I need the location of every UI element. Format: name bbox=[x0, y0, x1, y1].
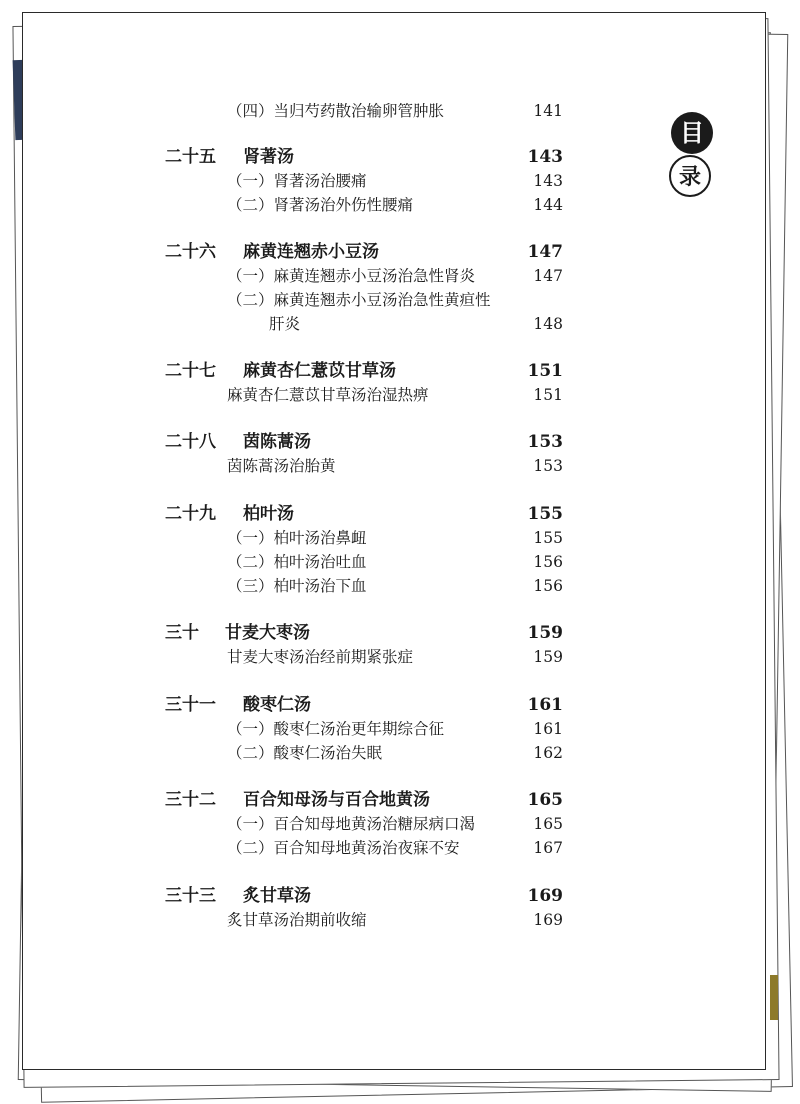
toc-chapter-number: 二十七 bbox=[165, 361, 216, 381]
toc-entry-row[interactable] bbox=[165, 574, 563, 598]
toc-entry-row[interactable] bbox=[165, 193, 563, 217]
toc-chapter-title bbox=[165, 240, 379, 264]
toc-page-number: 151 bbox=[533, 386, 563, 404]
toc-page-number: 159 bbox=[533, 648, 563, 666]
toc-chapter-row[interactable] bbox=[165, 240, 563, 264]
toc-chapter-label: 肾著汤 bbox=[243, 147, 294, 167]
toc-chapter-title bbox=[165, 359, 396, 383]
toc-page-number: 153 bbox=[527, 432, 563, 452]
toc-chapter-number: 二十八 bbox=[165, 432, 216, 452]
toc-entry-title: 麻黄杏仁薏苡甘草汤治湿热痹 bbox=[227, 386, 429, 404]
toc-page-number: 151 bbox=[527, 361, 563, 381]
toc-badge-mu: 目 bbox=[671, 112, 713, 154]
toc-chapter-title bbox=[165, 788, 430, 812]
toc-chapter-label: 酸枣仁汤 bbox=[243, 695, 311, 715]
toc-badge-lu: 录 bbox=[669, 155, 711, 197]
toc-entry-row[interactable] bbox=[165, 741, 563, 765]
toc-entry-title: （四）当归芍药散治输卵管肿胀 bbox=[227, 102, 445, 120]
toc-page-number: 156 bbox=[533, 553, 563, 571]
toc-entry-row[interactable] bbox=[165, 550, 563, 574]
toc-entry-row[interactable] bbox=[165, 264, 563, 288]
toc-chapter-row[interactable] bbox=[165, 430, 563, 454]
toc-entry-row[interactable] bbox=[165, 836, 563, 860]
toc-chapter-row[interactable] bbox=[165, 502, 563, 526]
toc-chapter-title bbox=[165, 430, 311, 454]
toc-entry-title: （一）麻黄连翘赤小豆汤治急性肾炎 bbox=[227, 267, 476, 285]
toc-entry-row[interactable] bbox=[165, 383, 563, 407]
toc-chapter-row[interactable] bbox=[165, 884, 563, 908]
toc-page-number: 143 bbox=[527, 147, 563, 167]
toc-chapter-number: 三十二 bbox=[165, 790, 216, 810]
toc-page-number: 155 bbox=[533, 529, 563, 547]
toc-entry-title: （一）肾著汤治腰痛 bbox=[227, 172, 367, 190]
toc-entry-row[interactable] bbox=[165, 169, 563, 193]
cover-edge-olive bbox=[770, 975, 778, 1020]
toc-entry-title: （二）麻黄连翘赤小豆汤治急性黄疸性 bbox=[227, 291, 491, 309]
toc-chapter-number: 三十三 bbox=[165, 886, 216, 906]
toc-entry-title: 肝炎 bbox=[269, 315, 301, 333]
toc-entry-title: （二）肾著汤治外伤性腰痛 bbox=[227, 196, 414, 214]
toc-entry-row[interactable] bbox=[165, 717, 563, 741]
toc-chapter-label: 百合知母汤与百合地黄汤 bbox=[243, 790, 430, 810]
toc-page-number: 147 bbox=[527, 242, 563, 262]
toc-page bbox=[22, 12, 766, 1070]
toc-chapter-title bbox=[165, 884, 311, 908]
toc-entry-row[interactable] bbox=[165, 99, 563, 123]
toc-entry-row[interactable] bbox=[165, 526, 563, 550]
toc-chapter-title bbox=[165, 693, 311, 717]
toc-entry-title: 炙甘草汤治期前收缩 bbox=[227, 911, 367, 929]
table-of-contents bbox=[23, 13, 765, 1069]
toc-page-number: 153 bbox=[533, 457, 563, 475]
toc-chapter-number: 三十 bbox=[165, 623, 199, 643]
toc-chapter-label: 麻黄杏仁薏苡甘草汤 bbox=[243, 361, 396, 381]
toc-entry-title: （一）柏叶汤治鼻衄 bbox=[227, 529, 367, 547]
toc-page-number: 169 bbox=[533, 911, 563, 929]
toc-page-number: 161 bbox=[533, 720, 563, 738]
toc-chapter-label: 茵陈蒿汤 bbox=[243, 432, 311, 452]
toc-chapter-title bbox=[165, 145, 294, 169]
toc-page-number: 141 bbox=[533, 102, 563, 120]
toc-chapter-number: 二十九 bbox=[165, 504, 216, 524]
toc-chapter-label: 甘麦大枣汤 bbox=[225, 623, 310, 643]
toc-entry-row[interactable] bbox=[165, 812, 563, 836]
toc-entry-title: （二）柏叶汤治吐血 bbox=[227, 553, 367, 571]
toc-chapter-number: 二十六 bbox=[165, 242, 216, 262]
toc-page-number: 159 bbox=[527, 623, 563, 643]
toc-page-number: 148 bbox=[533, 315, 563, 333]
toc-page-number: 144 bbox=[533, 196, 563, 214]
toc-page-number: 161 bbox=[527, 695, 563, 715]
toc-chapter-label: 炙甘草汤 bbox=[243, 886, 311, 906]
toc-page-number: 147 bbox=[533, 267, 563, 285]
toc-chapter-number: 三十一 bbox=[165, 695, 216, 715]
toc-page-number: 143 bbox=[533, 172, 563, 190]
toc-page-number: 165 bbox=[527, 790, 563, 810]
toc-page-number: 167 bbox=[533, 839, 563, 857]
toc-entry-row[interactable] bbox=[165, 454, 563, 478]
toc-entry-title: （一）酸枣仁汤治更年期综合征 bbox=[227, 720, 445, 738]
toc-chapter-label: 麻黄连翘赤小豆汤 bbox=[243, 242, 379, 262]
toc-entry-row[interactable] bbox=[165, 645, 563, 669]
toc-chapter-row[interactable] bbox=[165, 788, 563, 812]
toc-chapter-row[interactable] bbox=[165, 145, 563, 169]
toc-entry-row[interactable] bbox=[165, 908, 563, 932]
toc-chapter-number: 二十五 bbox=[165, 147, 216, 167]
toc-entry-title: （三）柏叶汤治下血 bbox=[227, 577, 367, 595]
toc-entry-title: （二）酸枣仁汤治失眠 bbox=[227, 744, 383, 762]
toc-entry-title: 甘麦大枣汤治经前期紧张症 bbox=[227, 648, 414, 666]
toc-entry-title: 茵陈蒿汤治胎黄 bbox=[227, 457, 336, 475]
toc-chapter-label: 柏叶汤 bbox=[243, 504, 294, 524]
toc-entry-row[interactable] bbox=[165, 288, 563, 312]
toc-page-number: 165 bbox=[533, 815, 563, 833]
toc-chapter-row[interactable] bbox=[165, 693, 563, 717]
toc-chapter-title bbox=[165, 621, 310, 645]
toc-page-number: 156 bbox=[533, 577, 563, 595]
toc-entry-row[interactable] bbox=[165, 312, 563, 336]
toc-entry-title: （一）百合知母地黄汤治糖尿病口渴 bbox=[227, 815, 476, 833]
toc-page-number: 162 bbox=[533, 744, 563, 762]
toc-page-number: 169 bbox=[527, 886, 563, 906]
toc-chapter-row[interactable] bbox=[165, 359, 563, 383]
toc-page-number: 155 bbox=[527, 504, 563, 524]
toc-chapter-row[interactable] bbox=[165, 621, 563, 645]
toc-entry-title: （二）百合知母地黄汤治夜寐不安 bbox=[227, 839, 460, 857]
toc-chapter-title bbox=[165, 502, 294, 526]
